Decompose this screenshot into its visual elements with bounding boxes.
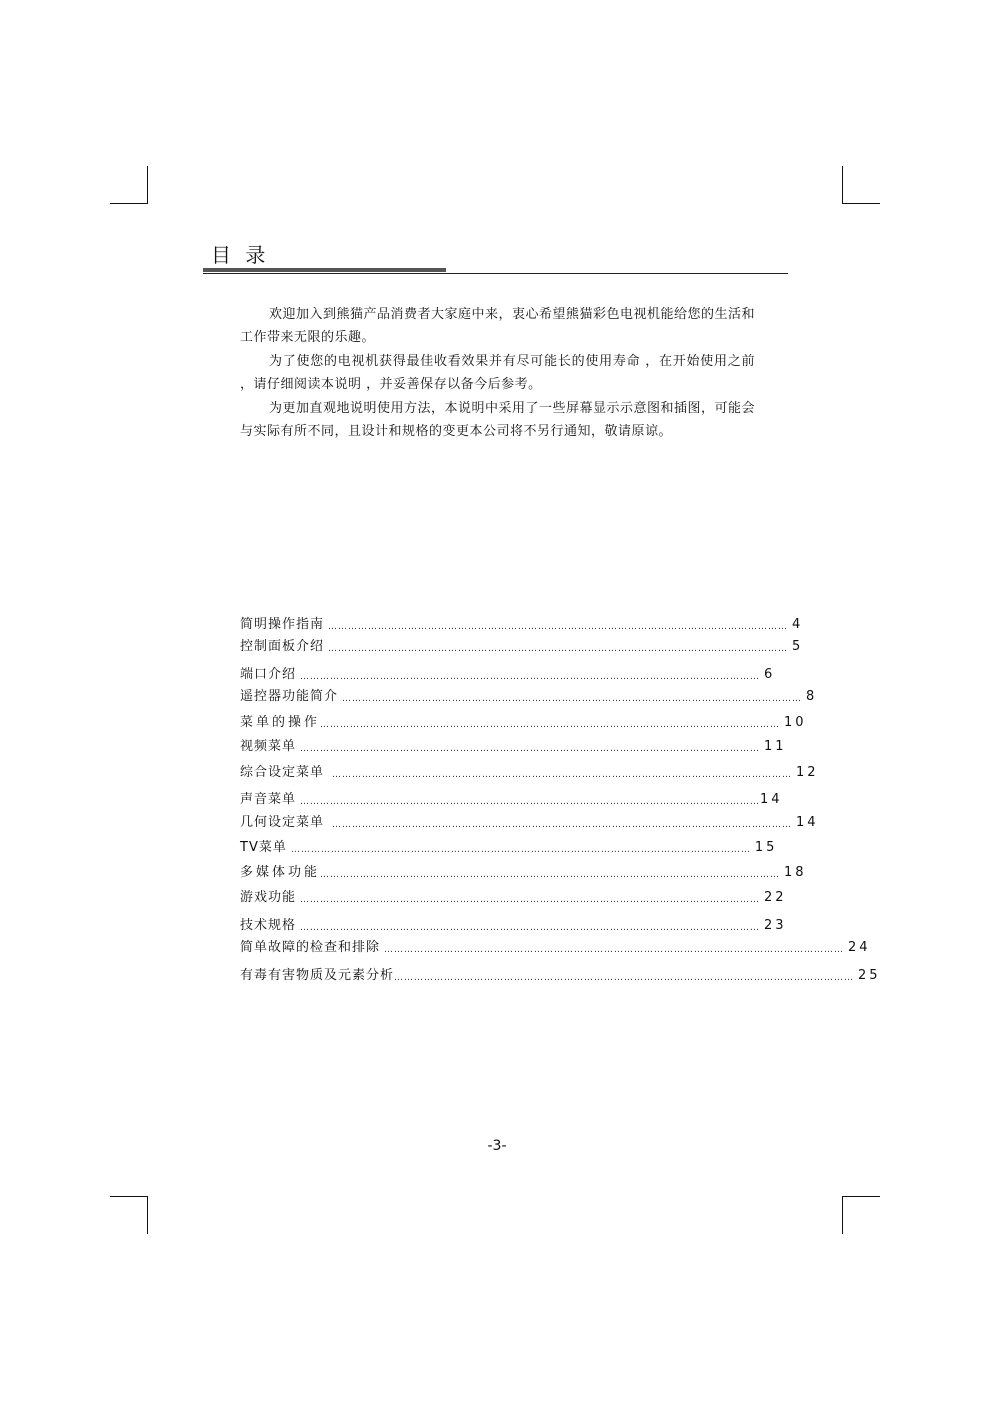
toc-entry-title: 简单故障的检查和排除 (240, 940, 381, 955)
toc-entry-title: 有毒有害物质及元素分析 (240, 968, 395, 983)
toc-dot-leader: ………………………………………………………………………………………………………………………… (290, 845, 751, 855)
toc-entry-page: 22 (764, 890, 787, 905)
toc-entry-title: 端口介绍 (240, 667, 297, 682)
toc-entry-title: 视频菜单 (240, 739, 297, 754)
title-underline-thick (203, 268, 446, 272)
crop-mark-bottom-right-h (842, 1196, 880, 1197)
toc-entry-page: 15 (754, 840, 778, 855)
toc-entry-title: 简明操作指南 (240, 617, 325, 632)
toc-entry[interactable] (240, 939, 871, 957)
toc-dot-leader: ………………………………………………………………………………………………………………………… (300, 744, 761, 754)
toc-dot-leader: ………………………………………………………………………………………………………………………… (300, 895, 761, 905)
toc-entry-page: 5 (792, 639, 804, 654)
toc-dot-leader: ………………………………………………………………………………………………………………………… (300, 797, 761, 807)
crop-mark-top-left-h (110, 203, 148, 204)
toc-dot-leader: ………………………………………………………………………………………………………………………… (300, 672, 761, 682)
toc-entry[interactable] (240, 839, 778, 857)
toc-dot-leader: ………………………………………………………………………………………………………………………… (328, 644, 789, 654)
crop-mark-top-left-v (147, 166, 148, 204)
crop-mark-top-right-v (842, 166, 843, 204)
toc-entry-page: 14 (796, 815, 819, 830)
toc-dot-leader: ………………………………………………………………………………………………………………………… (342, 694, 803, 704)
toc-entry-title: 声音菜单 (240, 792, 297, 807)
toc-entry-page: 18 (784, 865, 807, 880)
toc-entry-page: 25 (858, 968, 881, 983)
toc-entry-page: 8 (806, 689, 818, 704)
toc-entry-title: 多媒体功能 (240, 865, 321, 880)
toc-entry[interactable] (240, 791, 783, 809)
page-title: 目 录 (211, 243, 270, 267)
crop-mark-bottom-left-h (110, 1196, 148, 1197)
toc-entry-title: 菜单的操作 (240, 715, 321, 730)
toc-entry-page: 6 (764, 667, 776, 682)
toc-entry-title: 综合设定菜单 (240, 765, 325, 780)
toc-entry[interactable] (240, 764, 819, 782)
toc-entry-title: 控制面板介绍 (240, 639, 325, 654)
toc-entry[interactable] (240, 917, 787, 935)
toc-entry-page: 14 (760, 792, 783, 807)
intro-paragraph: 为更加直观地说明使用方法，本说明中采用了一些屏幕显示示意图和插图，可能会与实际有所不同，且设计和规格的变更本公司将不另行通知，敬请原谅。 (240, 401, 756, 439)
toc-entry-title: 遥控器功能简介 (240, 689, 339, 704)
toc-dot-leader: ………………………………………………………………………………………………………………………… (384, 945, 845, 955)
toc-dot-leader: ………………………………………………………………………………………………………………………… (328, 622, 789, 632)
toc-entry[interactable] (240, 616, 804, 634)
toc-entry-page: 23 (764, 918, 787, 933)
toc-entry[interactable] (240, 688, 818, 706)
crop-mark-bottom-right-v (842, 1196, 843, 1234)
toc-entry[interactable] (240, 666, 776, 684)
crop-mark-bottom-left-v (147, 1196, 148, 1234)
toc-entry[interactable] (240, 638, 804, 656)
toc-entry-page: 24 (848, 940, 871, 955)
toc-dot-leader: ………………………………………………………………………………………………………………………… (394, 973, 855, 983)
toc-entry[interactable] (240, 814, 819, 832)
toc-entry[interactable] (240, 889, 787, 907)
toc-dot-leader: ………………………………………………………………………………………………………………………… (320, 870, 781, 880)
toc-entry[interactable] (240, 967, 881, 985)
toc-entry[interactable] (240, 864, 807, 882)
toc-entry-title: TV菜单 (240, 840, 287, 855)
toc-entry-page: 10 (784, 715, 807, 730)
intro-text (240, 303, 755, 444)
intro-paragraph: 为了使您的电视机获得最佳收看效果并有尽可能长的使用寿命 ，在开始使用之前 ，请仔细阅读本说明 ，并妥善保存以备今后参考。 (240, 354, 755, 392)
toc-entry-title: 技术规格 (240, 918, 297, 933)
toc-dot-leader: ………………………………………………………………………………………………………………………… (332, 820, 793, 830)
intro-paragraph: 欢迎加入到熊猫产品消费者大家庭中来，衷心希望熊猫彩色电视机能给您的生活和工作带来无限的乐趣。 (240, 307, 756, 345)
toc-entry-page: 4 (792, 617, 804, 632)
toc-entry-title: 几何设定菜单 (240, 815, 325, 830)
crop-mark-top-right-h (842, 203, 880, 204)
toc-dot-leader: ………………………………………………………………………………………………………………………… (300, 923, 761, 933)
page-number: -3- (487, 1138, 507, 1154)
toc-entry-title: 游戏功能 (240, 890, 297, 905)
toc-entry-page: 12 (796, 765, 819, 780)
toc-entry[interactable] (240, 714, 807, 732)
title-underline-thin (203, 273, 788, 274)
toc-dot-leader: ………………………………………………………………………………………………………………………… (332, 770, 793, 780)
toc-entry[interactable] (240, 738, 787, 756)
toc-entry-page: 11 (764, 739, 787, 754)
toc-dot-leader: ………………………………………………………………………………………………………………………… (320, 720, 781, 730)
